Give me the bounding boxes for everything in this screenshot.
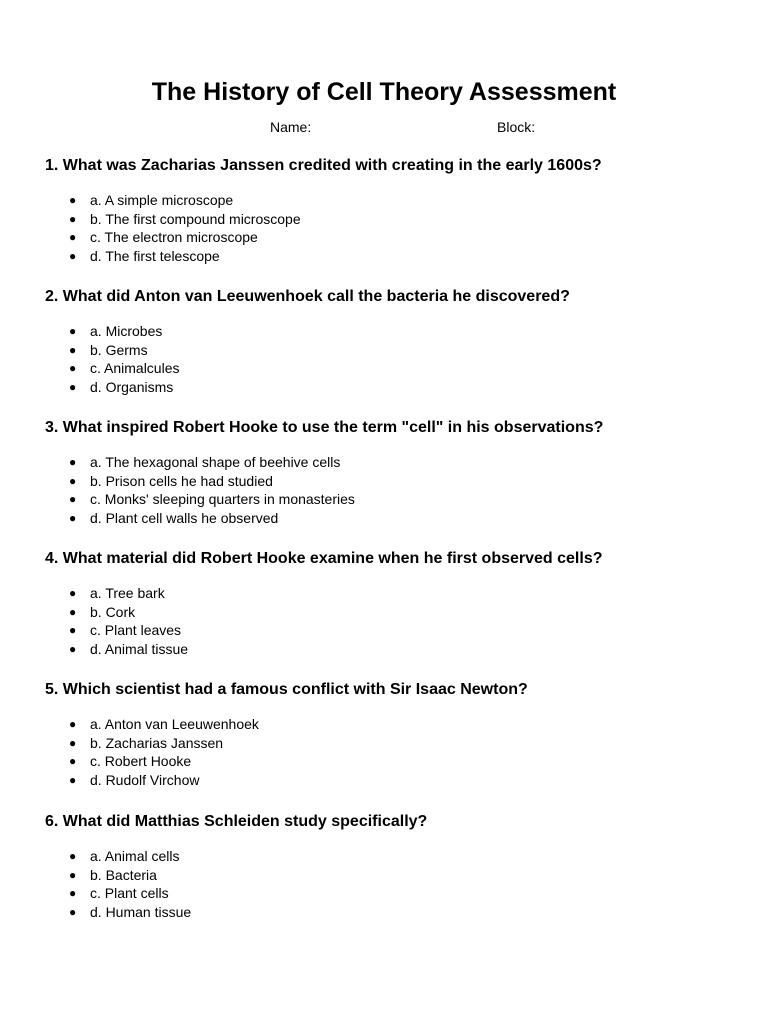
- answer-option: [45, 378, 179, 397]
- answer-option-label: d. Plant cell walls he observed: [90, 510, 279, 527]
- bullet-icon: ●: [69, 193, 77, 207]
- answer-option: [45, 191, 301, 210]
- bullet-icon: ●: [69, 642, 77, 657]
- question-3: [45, 418, 745, 527]
- answer-options: [45, 453, 355, 528]
- question-6: [45, 812, 745, 921]
- answer-option: [45, 210, 301, 229]
- answer-option: [45, 359, 179, 378]
- answer-option-label: d. The first telescope: [90, 248, 220, 265]
- answer-option-label: a. Anton van Leeuwenhoek: [90, 716, 259, 732]
- bullet-icon: ●: [69, 230, 77, 245]
- answer-options: [45, 584, 188, 659]
- answer-option-label: d. Animal tissue: [90, 641, 189, 658]
- answer-option: [45, 509, 355, 528]
- answer-options: [45, 191, 301, 266]
- bullet-icon: ●: [69, 511, 77, 526]
- answer-options: [45, 847, 191, 922]
- answer-option-label: c. Monks' sleeping quarters in monasteries: [90, 491, 355, 508]
- bullet-icon: ●: [69, 473, 77, 488]
- answer-option-label: b. The first compound microscope: [90, 210, 301, 227]
- answer-option: [45, 884, 191, 903]
- question-text: 4. What material did Robert Hooke examine when he first observed cells?: [45, 550, 603, 567]
- bullet-icon: ●: [69, 586, 77, 600]
- question-5: [45, 680, 745, 789]
- answer-option: [45, 603, 188, 622]
- bullet-icon: ●: [69, 905, 77, 920]
- block-label: Block:: [497, 119, 536, 135]
- answer-option: [45, 322, 179, 341]
- answer-option: [45, 640, 188, 659]
- bullet-icon: ●: [69, 249, 77, 264]
- bullet-icon: ●: [69, 717, 77, 731]
- bullet-icon: ●: [69, 604, 77, 619]
- name-label: Name:: [270, 119, 312, 135]
- answer-option-label: a. A simple microscope: [90, 192, 234, 208]
- answer-option-label: a. Tree bark: [90, 585, 165, 601]
- bullet-icon: ●: [69, 492, 77, 507]
- page-title: The History of Cell Theory Assessment: [151, 78, 617, 106]
- bullet-icon: ●: [69, 886, 77, 901]
- answer-option-label: a. Animal cells: [90, 848, 180, 864]
- answer-option: [45, 715, 259, 734]
- bullet-icon: ●: [69, 211, 77, 226]
- question-2: [45, 287, 745, 396]
- answer-option-label: b. Zacharias Janssen: [90, 734, 224, 751]
- bullet-icon: ●: [69, 623, 77, 638]
- answer-option-label: a. The hexagonal shape of beehive cells: [90, 454, 341, 470]
- answer-option: [45, 903, 191, 922]
- bullet-icon: ●: [69, 849, 77, 863]
- answer-option: [45, 490, 355, 509]
- question-1: [45, 156, 745, 265]
- bullet-icon: ●: [69, 361, 77, 376]
- answer-option-label: d. Organisms: [90, 379, 174, 396]
- answer-option-label: b. Bacteria: [90, 866, 157, 883]
- answer-option-label: d. Rudolf Virchow: [90, 772, 200, 789]
- answer-option-label: a. Microbes: [90, 323, 163, 339]
- answer-option: [45, 247, 301, 266]
- bullet-icon: ●: [69, 380, 77, 395]
- bullet-icon: ●: [69, 324, 77, 338]
- question-text: 6. What did Matthias Schleiden study specifically?: [45, 813, 428, 830]
- answer-option: [45, 584, 188, 603]
- answer-option-label: d. Human tissue: [90, 904, 192, 921]
- bullet-icon: ●: [69, 342, 77, 357]
- bullet-icon: ●: [69, 735, 77, 750]
- answer-option-label: c. Plant cells: [90, 885, 169, 902]
- question-text: 2. What did Anton van Leeuwenhoek call the bacteria he discovered?: [45, 288, 570, 305]
- bullet-icon: ●: [69, 867, 77, 882]
- answer-option: [45, 472, 355, 491]
- answer-option: [45, 734, 259, 753]
- answer-option-label: c. Animalcules: [90, 360, 180, 377]
- question-text: 1. What was Zacharias Janssen credited with creating in the early 1600s?: [45, 157, 602, 174]
- answer-option: [45, 341, 179, 360]
- answer-options: [45, 322, 179, 397]
- answer-option-label: c. The electron microscope: [90, 229, 258, 246]
- question-text: 3. What inspired Robert Hooke to use the term "cell" in his observations?: [45, 419, 604, 436]
- answer-option-label: b. Prison cells he had studied: [90, 472, 273, 489]
- question-text: 5. Which scientist had a famous conflict with Sir Isaac Newton?: [45, 681, 528, 698]
- bullet-icon: ●: [69, 773, 77, 788]
- bullet-icon: ●: [69, 455, 77, 469]
- bullet-icon: ●: [69, 754, 77, 769]
- answer-option: [45, 847, 191, 866]
- answer-option: [45, 866, 191, 885]
- answer-option: [45, 771, 259, 790]
- answer-option-label: c. Plant leaves: [90, 622, 182, 639]
- answer-option-label: b. Germs: [90, 341, 148, 358]
- answer-option: [45, 453, 355, 472]
- answer-option: [45, 621, 188, 640]
- answer-option-label: b. Cork: [90, 603, 136, 620]
- answer-option: [45, 228, 301, 247]
- answer-option-label: c. Robert Hooke: [90, 753, 192, 770]
- question-4: [45, 549, 745, 658]
- answer-option: [45, 752, 259, 771]
- answer-options: [45, 715, 259, 790]
